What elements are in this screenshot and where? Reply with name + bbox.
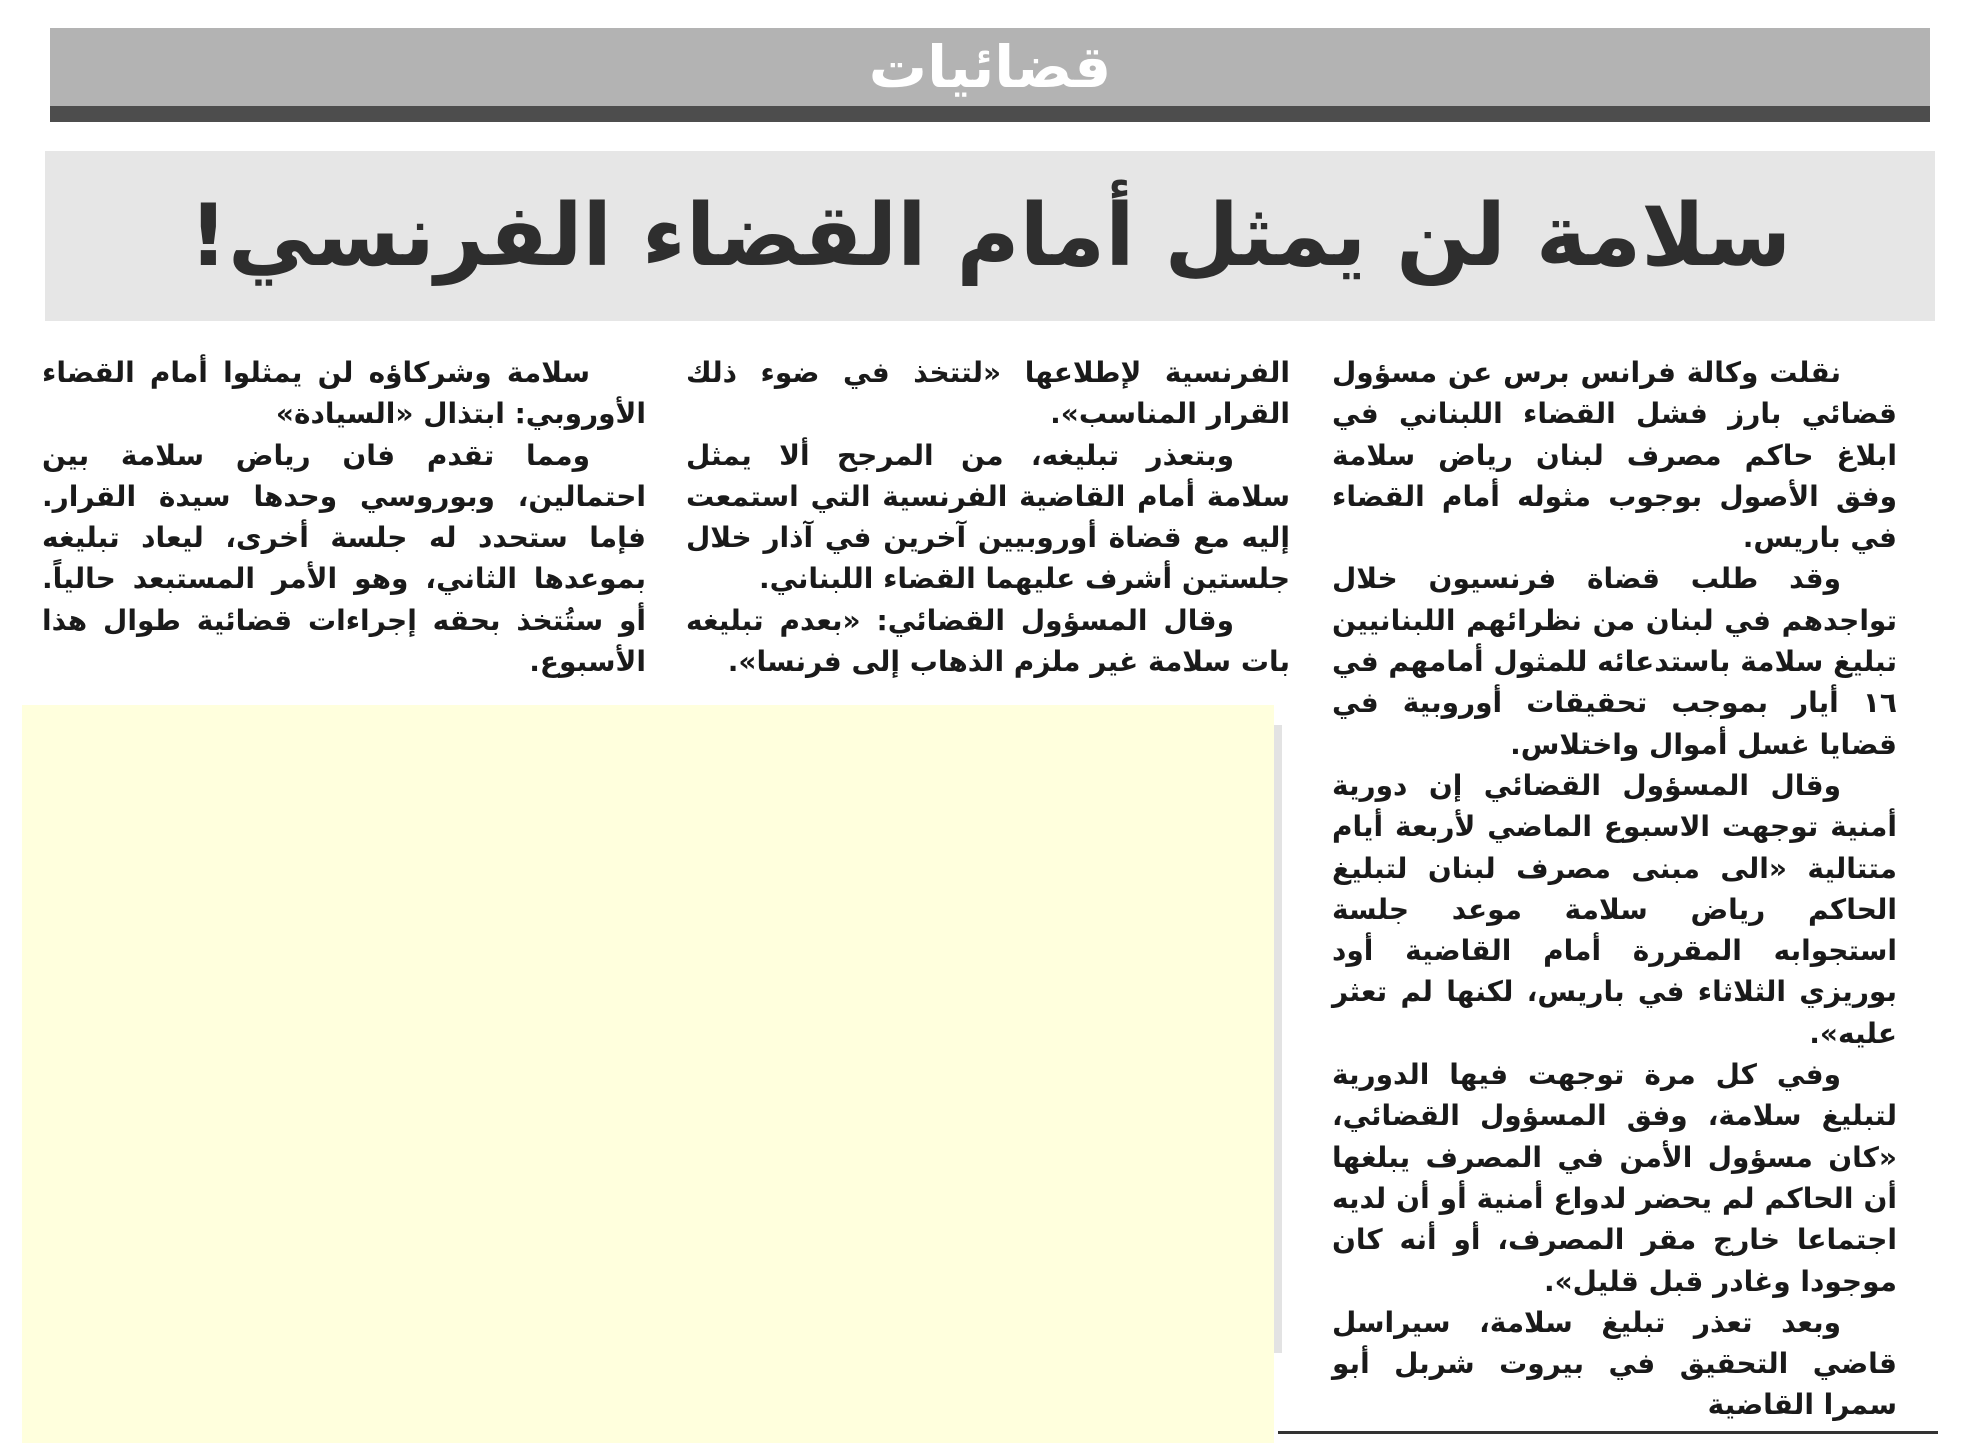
bottom-divider <box>1278 1431 1938 1434</box>
blank-ad-area <box>22 705 1274 1443</box>
paragraph: ومما تقدم فان رياض سلامة بين احتمالين، وبوروسي وحدها سيدة القرار. فإما ستحدد له جلسة أخرى، ليعاد تبليغه بموعدها الثاني، وهو الأمر المستبعد حالياً. أو ستُتخذ بحقه إجراءات قضائية طوال هذا الأسبوع. <box>42 438 646 679</box>
section-divider <box>50 106 1930 122</box>
paragraph: وقد طلب قضاة فرنسيون خلال تواجدهم في لبنان من نظرائهم اللبنانيين تبليغ سلامة باستدعائه للمثول أمامهم في ١٦ أيار بموجب تحقيقات أوروبية في قضايا غسل أموال واختلاس. <box>1332 562 1897 761</box>
paragraph: وبتعذر تبليغه، من المرجح ألا يمثل سلامة أمام القاضية الفرنسية التي استمعت إليه مع قضاة أوروبيين آخرين في آذار خلال جلستين أشرف عليهما القضاء اللبناني. <box>686 438 1290 596</box>
paragraph: وقال المسؤول القضائي: «بعدم تبليغه بات سلامة غير ملزم الذهاب إلى فرنسا». <box>686 603 1290 679</box>
article-column-3 <box>42 352 646 682</box>
paragraph: نقلت وكالة فرانس برس عن مسؤول قضائي بارز فشل القضاء اللبناني في ابلاغ حاكم مصرف لبنان رياض سلامة وفق الأصول بوجوب مثوله أمام القضاء في باريس. <box>1332 356 1897 555</box>
section-banner <box>50 28 1930 106</box>
article-column-1 <box>1332 352 1897 1426</box>
article-column-2 <box>686 352 1290 682</box>
paragraph: سلامة وشركاؤه لن يمثلوا أمام القضاء الأوروبي: ابتذال «السيادة» <box>42 356 646 431</box>
paragraph: وقال المسؤول القضائي إن دورية أمنية توجهت الاسبوع الماضي لأربعة أيام متتالية «الى مبنى مصرف لبنان لتبليغ الحاكم رياض سلامة موعد جلسة استجوابه المقررة أمام القاضية أود بوريزي الثلاثاء في باريس، لكنها لم تعثر عليه». <box>1332 768 1897 1050</box>
headline-box <box>45 151 1935 321</box>
section-label: قضائيات <box>868 33 1112 101</box>
column-shadow <box>1274 725 1282 1353</box>
article-headline: سلامة لن يمثل أمام القضاء الفرنسي! <box>188 186 1792 286</box>
paragraph: الفرنسية لإطلاعها «لتتخذ في ضوء ذلك القرار المناسب». <box>686 356 1290 431</box>
paragraph: وبعد تعذر تبليغ سلامة، سيراسل قاضي التحقيق في بيروت شربل أبو سمرا القاضية <box>1332 1305 1897 1422</box>
paragraph: وفي كل مرة توجهت فيها الدورية لتبليغ سلامة، وفق المسؤول القضائي، «كان مسؤول الأمن في المصرف يبلغها أن الحاكم لم يحضر لدواع أمنية أو أن لديه اجتماعا خارج مقر المصرف، أو أنه كان موجودا وغادر قبل قليل». <box>1332 1058 1897 1298</box>
